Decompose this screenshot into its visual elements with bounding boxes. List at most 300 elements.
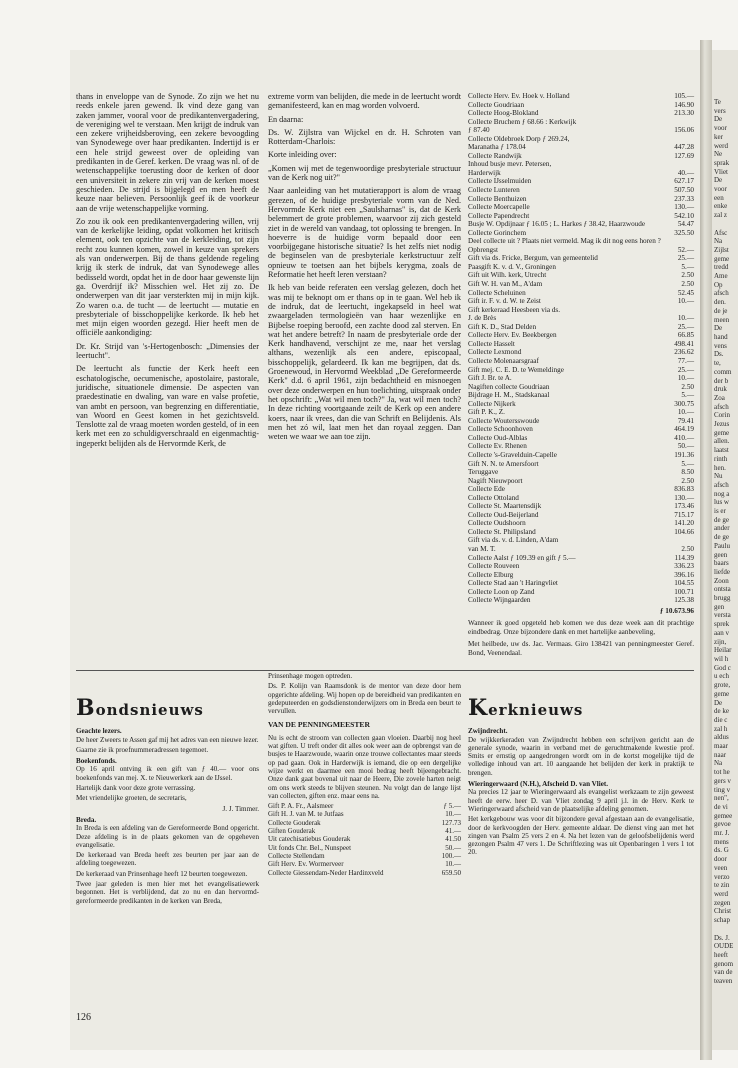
right-page-line: voor	[714, 185, 727, 194]
section-title: Zwijndrecht.	[468, 727, 508, 736]
page-number: 126	[76, 1012, 91, 1023]
ledger-amount: 2.50	[681, 476, 694, 485]
ledger-row	[468, 391, 694, 400]
ledger-label: Collecte Hoog-Blokland	[468, 109, 539, 118]
ledger-amount: 52.45	[677, 288, 694, 297]
ledger-amount	[690, 118, 694, 127]
ledger-label: Gift W. H. van M., A'dam	[468, 280, 543, 289]
penning-row	[268, 860, 461, 868]
ledger-label: Collecte Stad aan 't Haringvliet	[468, 579, 558, 588]
right-page-line: Vliet	[714, 167, 728, 176]
paragraph: De kerkeraad van Breda heeft zes beurten per jaar aan de afdeling toegewezen.	[76, 851, 259, 868]
right-page-line: zegen	[714, 898, 731, 907]
ledger-amount: 5.—	[681, 459, 694, 468]
ledger-label: Collecte Benthuizen	[468, 194, 527, 203]
ledger-column	[468, 92, 694, 662]
penning-label: Collecte Stellendam	[268, 851, 325, 860]
ledger-label: Gift uit Wilh. kerk, Utrecht	[468, 271, 547, 280]
ledger-label: Collecte Ottoland	[468, 493, 519, 502]
paragraph: Dr. Kr. Strijd van 's-Hertogenbosch: „Dimensies der leertucht".	[76, 341, 259, 361]
ledger-row	[468, 263, 694, 272]
ledger-label: Collecte Bruchem ƒ 68.66 : Kerkwijk	[468, 117, 577, 126]
penning-amount: 127.73	[441, 818, 461, 827]
penning-label: Collecte Giessendam-Neder Hardinxveld	[268, 868, 384, 877]
right-page-line: Ne	[714, 150, 723, 159]
paragraph: Wanneer ik goed opgeteld heb komen we dus deze week aan dit prachtige eindbedrag. Onze bijzondere dank en met hartelijke aanbeveling,	[468, 619, 694, 636]
ledger-row	[468, 571, 694, 580]
ledger-row	[468, 229, 694, 238]
ledger-amount: 125.38	[674, 596, 694, 605]
ledger-row	[468, 451, 694, 460]
paragraph: Hartelijk dank voor deze grote verrassing.	[76, 784, 196, 793]
ledger-row	[468, 246, 694, 255]
ledger-label: Collecte St. Maartensdijk	[468, 502, 542, 511]
ledger-row	[468, 118, 694, 127]
ledger-amount: 79.41	[677, 416, 694, 425]
right-page-line: zal h	[714, 724, 728, 733]
right-page-fragment	[712, 50, 738, 1050]
ledger-amount: 146.90	[674, 100, 694, 109]
penning-label: Uit catechisatiebus Gouderak	[268, 835, 351, 844]
right-page-line: naar	[714, 750, 727, 759]
right-page-line: zal z	[714, 211, 728, 220]
penning-row	[268, 835, 461, 843]
ledger-row	[468, 254, 694, 263]
ledger-amount: 104.66	[674, 527, 694, 536]
ledger-amount: 10.—	[677, 408, 694, 417]
paragraph: Ik heb van beide referaten een verslag gelezen, doch het was mij te beknopt om er thans op in te gaan. Wel heb ik de indruk, dat de leertucht, ingekapseld in heel wat zwaargeladen termologieën van haar wezenlijke en Bijbelse roeping beroofd, een zachte dood zal sterven. En wat het andere betreft? In naam de presbyteriale orde der Kerk handhavend, verschijnt ze me, naar het verslag althans, wezenlijk als een andere, episcopaal, bisschoppelijk, gelardeerd. Ik kan me begrijpen, dat ds. Groenewoud, in Hervormd Weekblad „De Gereformeerde Kerk" d.d. 6 april 1961, zijn bedachtheid en misnoegen over deze onderwerpen en hun toelichting, uitspraak onder het opschrift: „Wat wil men toch?" Ja, wat wil men toch? In deze richting voortgaande zeilt de Kerk op een andere koers, naar ik vrees, dan die van Schrift en Belijdenis. Als men het zó wil, laat men het dan royaal zeggen. Dan weten we waar we aan toe zijn.	[268, 283, 461, 442]
ledger-row	[468, 297, 694, 306]
ledger-label: Maranatha ƒ 178.04	[468, 143, 526, 152]
right-page-line: comm	[714, 367, 732, 376]
right-page-line: ontsta	[714, 585, 731, 594]
ledger-row	[468, 143, 694, 152]
right-page-line: Nu	[714, 472, 723, 481]
article-column-1	[76, 92, 259, 452]
ledger-amount: 2.50	[681, 544, 694, 553]
donation-ledger	[468, 92, 694, 605]
right-page-line: te zin	[714, 881, 730, 890]
right-page-line: rinth	[714, 454, 728, 463]
right-page-line: vens	[714, 341, 727, 350]
paragraph: Met heilbede, uw ds. Jac. Vermaas. Giro 138421 van penningmeester Geref. Bond, Veenendaal.	[468, 640, 694, 657]
paragraph: Twee jaar geleden is men hier met het evangelisatiewerk begonnen. Het is verblijdend, dat zo nu en dan hervormd-gereformeerde predikanten in de kerken van Breda,	[76, 880, 259, 905]
ledger-amount: 396.16	[674, 570, 694, 579]
right-page-line: geme	[714, 689, 730, 698]
right-page-line: de vi	[714, 802, 728, 811]
ledger-row	[468, 460, 694, 469]
ledger-label: Collecte Scheluinen	[468, 288, 526, 297]
penning-row	[268, 819, 461, 827]
intro-text: Ds. P. Kolijn van Raamsdonk is de mentor van deze door hem opgerichte afdeling. Wij hopen op de bereidheid van predikanten en gedeputeerden en godsdienstonderwijzers om in Breda een beurt te vervullen.	[268, 682, 461, 716]
right-page-line: OUDE	[714, 942, 734, 951]
ledger-amount: 105.—	[674, 92, 694, 100]
ledger-row	[468, 408, 694, 417]
right-page-line: geme	[714, 254, 730, 263]
right-page-line: schap	[714, 916, 730, 925]
section-title: Wieringerwaard (N.H.), Afscheid D. van Vliet.	[468, 780, 609, 789]
ledger-amount: 141.20	[674, 519, 694, 528]
ledger-label: Collecte Papendrecht	[468, 211, 530, 220]
ledger-row	[468, 323, 694, 332]
ledger-label: Collecte Randwijk	[468, 151, 522, 160]
right-page-line: ander	[714, 524, 730, 533]
right-page-line: sprek	[714, 620, 730, 629]
ledger-row	[468, 203, 694, 212]
ledger-label: Collecte Oud-Beijerland	[468, 510, 539, 519]
right-page-line: der b	[714, 376, 729, 385]
right-page-line: maar	[714, 742, 728, 751]
right-page-line: Zoon	[714, 576, 729, 585]
ledger-row	[468, 348, 694, 357]
ledger-row	[468, 511, 694, 520]
right-page-line: geen	[714, 550, 728, 559]
paragraph: De kerkeraad van Prinsenhage heeft 12 beurten toegewezen.	[76, 869, 248, 878]
ledger-amount: 237.33	[674, 194, 694, 203]
paragraph: Korte inleiding over:	[268, 150, 337, 160]
paragraph: Het kerkgebouw was voor dit bijzondere geval afgestaan aan de evangelisatie, door de kerkvoogden der Herv. gemeente aldaar. De dienst ving aan met het zingen van Psalm 25 vers 2 en 4. Na het lezen van de geloofsbelijdenis werd gezongen Psalm 47 vers 1. De Schriftlezing was uit Openbaringen 1 vers 1 tot 20.	[468, 815, 694, 857]
ledger-row	[468, 528, 694, 537]
right-page-line: Heilar	[714, 646, 732, 655]
right-page-line: ker	[714, 132, 723, 141]
right-page-line: druk	[714, 385, 727, 394]
ledger-row	[468, 383, 694, 392]
ledger-row	[468, 135, 694, 144]
ledger-label: Inhoud busje mevr. Petersen,	[468, 160, 552, 169]
ledger-label: Collecte Goudriaan	[468, 100, 525, 109]
ledger-amount: 542.10	[674, 211, 694, 220]
ledger-label: Collecte Wijngaarden	[468, 596, 531, 605]
ledger-row	[468, 340, 694, 349]
right-page-line: enke	[714, 202, 728, 211]
ledger-row	[468, 519, 694, 528]
ledger-amount: 2.50	[681, 280, 694, 289]
right-page-line: gevoe	[714, 820, 731, 829]
ledger-amount: 66.85	[677, 331, 694, 340]
ledger-amount: 173.46	[674, 502, 694, 511]
ledger-amount: 54.47	[677, 220, 694, 229]
right-page-line: die c	[714, 715, 728, 724]
ledger-row	[468, 417, 694, 426]
ledger-row	[468, 425, 694, 434]
paragraph: Naar aanleiding van het mutatierapport is alom de vraag gerezen, of de huidige presbyteriale vorm van de Ned. Hervormde Kerk niet een „Saulsharnas" is, dat de Kerk belemmert de grote problemen, waarvoor zij zich gesteld ziet in de wereld van vandaag, tot oplossing te brengen. In hoeverre is de huidige vorm bepaald door een voorbijgegane historische situatie? Is het zelfs niet nodig de beginselen van de presbyteriale kerkstructuur zelf opnieuw te toetsen aan het bijbels kerygma, zoals de Reformatie het heeft leren verstaan?	[268, 186, 461, 280]
ledger-label: Collecte Hasselt	[468, 339, 515, 348]
ledger-row	[468, 357, 694, 366]
paragraph: Zo zou ik ook een predikantenvergadering willen, vrij van de kerkelijke leiding, opdat volkomen het kritisch element, ook ten opzichte van de kerkleiding, tot zijn recht zou kunnen komen, zowel in keuze van sprekers als van onderwerpen. Bij de thans geldende regeling krijg ik sterk de indruk, dat van Synodewege alles bedisseld wordt, opdat het in de door haar gewenste lijn ga. Overdrijf ik? Misschien wel. Het zij zo. De onderwerpen van dit jaar versterkten mij in mijn kijk. Zo waren o.a. de tucht — de leertucht — mutatie en presbyteriale of bisschoppelijke kerkorde. Ik heb het met mijn eigen woorden gezegd. Hier heeft men de officiële aankondiging:	[76, 216, 259, 338]
penning-amount: 100.—	[441, 851, 461, 860]
ledger-amount: 5.—	[681, 262, 694, 271]
ledger-label: Deel collecte uit ? Plaats niet vermeld. Mag ik dit nog eens horen ?	[468, 237, 661, 246]
article-column-2	[268, 92, 461, 445]
ledger-amount: 410.—	[674, 433, 694, 442]
right-page-line: Ds. J.	[714, 933, 730, 942]
ledger-row	[468, 195, 694, 204]
right-page-line: genom	[714, 959, 734, 968]
right-page-line: hen.	[714, 463, 726, 472]
ledger-label: Harderwijk	[468, 168, 501, 177]
penning-label: Uit fonds Chr. Bel., Nunspeet	[268, 843, 352, 852]
right-page-line: de ge	[714, 533, 729, 542]
right-page-line: Ame	[714, 272, 728, 281]
ledger-amount	[690, 160, 694, 169]
right-page-line: heeft	[714, 950, 728, 959]
right-page-line: wil h	[714, 655, 729, 663]
right-page-line: gen	[714, 602, 725, 611]
right-page-line: de ke	[714, 707, 729, 716]
ledger-label: Collecte St. Philipsland	[468, 527, 536, 536]
ledger-label: Collecte Oudshoorn	[468, 519, 526, 528]
ledger-label: Collecte Herv. Ev. Hoek v. Holland	[468, 92, 570, 100]
ledger-label: ƒ 87.40	[468, 126, 490, 135]
paragraph: Met vriendelijke groeten, de secretaris,	[76, 794, 187, 803]
ledger-amount: 114.39	[674, 553, 694, 562]
section-title: Geachte lezers.	[76, 727, 122, 736]
right-page-line: werd	[714, 889, 728, 898]
ledger-row	[468, 434, 694, 443]
ledger-row	[468, 169, 694, 178]
ledger-label: Gift P. K., Z.	[468, 408, 505, 417]
right-page-line: Op	[714, 280, 723, 289]
ledger-amount: 104.55	[674, 579, 694, 588]
right-page-line: den.	[714, 298, 726, 307]
paragraph: De heer Zweers te Assen gaf mij het adres van een nieuwe lezer.	[76, 735, 259, 744]
right-page-line: Zijlst	[714, 245, 729, 254]
penning-row	[268, 827, 461, 835]
right-page-line: Paulu	[714, 541, 730, 550]
ledger-row	[468, 554, 694, 563]
right-page-line: geme	[714, 428, 730, 437]
right-page-line: zijn,	[714, 637, 727, 646]
ledger-label: Collecte Oldebroek Dorp ƒ 269.24,	[468, 134, 570, 143]
penning-amount: 659.50	[441, 868, 461, 877]
ledger-label: Gift via ds. v. d. Linden, A'dam	[468, 536, 559, 545]
ledger-amount: 325.50	[674, 228, 694, 237]
right-page-line: afsch	[714, 402, 729, 411]
book-gutter	[700, 40, 712, 1060]
right-page-line: Na	[714, 237, 723, 246]
ledger-row	[468, 442, 694, 451]
ledger-label: Nagiften collecte Goudriaan	[468, 382, 550, 391]
ledger-label: Collecte Lexmond	[468, 348, 522, 357]
right-page-line: veen	[714, 863, 728, 872]
right-page-line: allen.	[714, 437, 730, 446]
penning-label: Collecte Gouderak	[268, 818, 321, 827]
right-page-line: aan v	[714, 628, 729, 637]
right-page-line: Afsc	[714, 228, 728, 237]
penning-label: Gift H. J. van M. te Jutfaas	[268, 810, 344, 819]
bondsnieuws-section	[76, 695, 259, 907]
ledger-label: Collecte Molenaarsgraaf	[468, 356, 539, 365]
ledger-amount: 498.41	[674, 339, 694, 348]
ledger-amount: 2.50	[681, 271, 694, 280]
paragraph: Op 16 april ontving ik een gift van ƒ 40.— voor ons boekenfonds van mej. X. te Nieuwerkerk aan de IJssel.	[76, 765, 259, 782]
paragraph: De wijkkerkeraden van Zwijndrecht hebben een schrijven gericht aan de generale synode, waarin in verband met de geruchtmakende kwestie prof. Smits er ernstig op aangedrongen wordt om in de kortst mogelijke tijd de volledige inhoud van art. 10 aangaande het belijden der kerk in praktijk te brengen.	[468, 735, 694, 777]
right-page-line: Christ	[714, 907, 732, 916]
right-page-line: baars	[714, 559, 729, 568]
bondsnieuws-heading: Bondsnieuws	[76, 695, 204, 721]
paragraph: extreme vorm van belijden, die mede in de leertucht wordt gemanifesteerd, kan en mag worden volvoerd.	[268, 92, 461, 111]
right-page-line: te,	[714, 359, 721, 368]
right-page-line: Na	[714, 759, 723, 768]
ledger-amount: 25.—	[677, 254, 694, 263]
right-page-line	[714, 220, 738, 229]
ledger-amount: 130.—	[674, 203, 694, 212]
penning-amount: 10.—	[445, 810, 461, 819]
ledger-amount: 8.50	[681, 468, 694, 477]
penning-label: Gift P. A. Fr., Aalsmeer	[268, 802, 334, 811]
ledger-row	[468, 212, 694, 221]
ledger-amount: 25.—	[677, 365, 694, 374]
paragraph: In Breda is een afdeling van de Gereformeerde Bond opgericht. Deze afdeling is in de plaats gekomen van de opgeheven evangelisatie.	[76, 824, 259, 849]
right-page-line: de je	[714, 306, 728, 315]
ledger-label: Bijdrage H. M., Stadskanaal	[468, 391, 550, 400]
ledger-row	[468, 101, 694, 110]
ledger-amount: 236.62	[674, 348, 694, 357]
ledger-row	[468, 596, 694, 605]
section-divider	[76, 670, 694, 671]
paragraph: Ds. W. Zijlstra van Wijckel en dr. H. Schroten van Rotterdam-Charlois:	[268, 127, 461, 147]
penningmeester-rows	[268, 802, 461, 877]
penning-amount: 10.—	[445, 860, 461, 869]
penning-label: Giften Gouderak	[268, 827, 316, 836]
ledger-row	[468, 280, 694, 289]
ledger-label: Gift mej. C. E. D. te Wemeldinge	[468, 365, 564, 374]
right-page-line: Zoa	[714, 393, 725, 402]
right-page-line: door	[714, 855, 727, 864]
right-page-line: de ge	[714, 515, 729, 524]
ledger-label: Busje W. Opdijnaar ƒ 16.05 ; L. Harkes ƒ 38.42, Haarzwoude	[468, 220, 646, 229]
paragraph: De leertucht als functie der Kerk heeft een eschatologische, oecumenische, apostolaire, pastorale, juridische, situationele dimensie. De aspecten van praedestinatie en dwaling, van ware en valse profetie, van ambt en persoon, van begrenzing en differentiatie, van Woord en Geest komen in het gezichtsveld. Tenslotte zal de vraag moeten worden gesteld, of in een kerk met een zo schuldigverschraald en eigenmachtig-ingeperkt belijden als de Hervormde Kerk, de	[76, 364, 259, 448]
ledger-label: Collecte 's-Gravelduin-Capelle	[468, 450, 557, 459]
ledger-amount: 336.23	[674, 562, 694, 571]
ledger-label: J. de Brès	[468, 314, 497, 323]
right-page-line: meen	[714, 315, 730, 324]
right-page-line: Te	[714, 98, 721, 106]
ledger-row	[468, 92, 694, 101]
ledger-label: Collecte Moercapelle	[468, 203, 530, 212]
ledger-row	[468, 237, 694, 246]
ledger-label: Paasgift K. v. d. V., Groningen	[468, 262, 556, 271]
ledger-row	[468, 502, 694, 511]
ledger-label: Gift kerkeraad Heesbeen via ds.	[468, 305, 560, 314]
right-page-line: hand	[714, 332, 728, 341]
paragraph: thans in enveloppe van de Synode. Zo zijn we het nu reeds enkele jaren gewend. Ik vind deze gang van zaken jammer, vooral voor de predikantenvergadering, de vereniging wel te verstaan. Men krijgt de indruk van een zekere vrijheidsberoving, een zekere bevoogding van Synodewege over haar predikanten. Indertijd is er een hele strijd geweest over de opleiding van predikanten in de Geref. kerken. De vraag was nl. of de wetenschappelijke toerusting door de kerken of door een universiteit in zekere zin vrij van de kerken moest geschieden. De strijd is bijgelegd en men heeft de keuze naar believen. Persoonlijk geef ik de voorkeur aan de vrije wetenschappelijke vorming.	[76, 92, 259, 213]
right-page-line: vers	[714, 106, 726, 115]
ledger-label: Gift K. D., Stad Delden	[468, 322, 537, 331]
right-page-line: tot he	[714, 768, 730, 777]
ledger-label: Gift via ds. Fricke, Bergum, van gemeentelid	[468, 254, 598, 263]
right-page-line: teaven	[714, 977, 733, 986]
ledger-row	[468, 289, 694, 298]
ledger-amount: 25.—	[677, 322, 694, 331]
right-page-line: u ech	[714, 672, 729, 681]
penningmeester-section	[268, 672, 461, 877]
penning-row	[268, 802, 461, 810]
ledger-label: Teruggave	[468, 468, 499, 477]
ledger-label: Collecte Herv. Ev. Beekbergen	[468, 331, 557, 340]
ledger-row	[468, 126, 694, 135]
penning-amount: 41.50	[445, 835, 461, 844]
ledger-amount: 836.83	[674, 485, 694, 494]
ledger-row	[468, 186, 694, 195]
ledger-amount	[690, 135, 694, 144]
ledger-row	[468, 562, 694, 571]
ledger-amount: 627.17	[674, 177, 694, 186]
ledger-label: Collecte Rouveen	[468, 562, 520, 571]
penning-amount: ƒ 5.—	[443, 802, 461, 811]
right-page-line: nen",	[714, 794, 729, 803]
ledger-row	[468, 177, 694, 186]
ledger-row	[468, 588, 694, 597]
ledger-amount: 100.71	[674, 587, 694, 596]
right-page-line: gers v	[714, 776, 731, 785]
ledger-row	[468, 271, 694, 280]
ledger-label: Collecte Ede	[468, 485, 505, 494]
penning-amount: 41.—	[445, 827, 461, 836]
right-page-line: God c	[714, 663, 731, 672]
right-page-line: lus w	[714, 498, 729, 507]
right-page-line: afsch	[714, 480, 729, 489]
ledger-row	[468, 366, 694, 375]
right-page-line: werd	[714, 141, 728, 150]
right-page-line: De	[714, 324, 723, 333]
ledger-label: Collecte Aalst ƒ 109.39 en gift ƒ 5.—	[468, 553, 576, 562]
ledger-label: Collecte Ev. Rhenen	[468, 442, 527, 451]
ledger-label: Collecte Nijkerk	[468, 399, 516, 408]
ledger-amount: 5.—	[681, 391, 694, 400]
right-page-line: liefde	[714, 567, 730, 576]
ledger-amount: 2.50	[681, 382, 694, 391]
right-page-line: ds. G	[714, 846, 729, 855]
ledger-closing-text	[468, 619, 694, 657]
ledger-label: Gift J. Br. te A.	[468, 374, 512, 383]
ledger-row	[468, 220, 694, 229]
kerknieuws-heading: Kerknieuws	[468, 695, 584, 721]
ledger-total: ƒ 10.673.96	[659, 606, 694, 615]
ledger-amount	[690, 306, 694, 315]
penning-row	[268, 844, 461, 852]
ledger-amount: 715.17	[674, 510, 694, 519]
penning-row	[268, 852, 461, 860]
right-page-line: ting v	[714, 785, 731, 794]
right-page-line	[714, 925, 738, 934]
right-page-line: De	[714, 115, 723, 124]
right-page-line: verzo	[714, 872, 730, 881]
section-title: Boekenfonds.	[76, 757, 117, 766]
penning-row	[268, 869, 461, 877]
ledger-label: Collecte Loon op Zand	[468, 587, 535, 596]
ledger-label: Collecte Oud-Alblas	[468, 433, 528, 442]
right-page-line: laatst	[714, 446, 729, 455]
ledger-row	[468, 494, 694, 503]
ledger-amount: 130.—	[674, 493, 694, 502]
ledger-amount: 300.75	[674, 399, 694, 408]
right-page-line: versta	[714, 611, 731, 620]
ledger-amount: 213.30	[674, 109, 694, 118]
ledger-amount: 10.—	[677, 297, 694, 306]
ledger-label: Collecte Lunteren	[468, 186, 520, 195]
ledger-label: Nagift Nieuwpoort	[468, 476, 523, 485]
ledger-amount: 77.—	[677, 356, 694, 365]
penning-row	[268, 810, 461, 818]
right-page-line: afsch	[714, 289, 729, 298]
ledger-row	[468, 536, 694, 545]
ledger-row	[468, 468, 694, 477]
ledger-amount: 52.—	[677, 245, 694, 254]
paragraph: Na precies 12 jaar te Wieringerwaard als evangelist werkzaam te zijn geweest heeft de eerw. heer D. van Vliet zondag 9 april j.l. in de Herv. Kerk te Wieringerwaard afscheid van de plaatselijke afdeling genomen.	[468, 788, 694, 813]
right-page-line: Jezus	[714, 420, 730, 429]
penning-label: Gift Herv. Ev. Wormerveer	[268, 860, 344, 869]
